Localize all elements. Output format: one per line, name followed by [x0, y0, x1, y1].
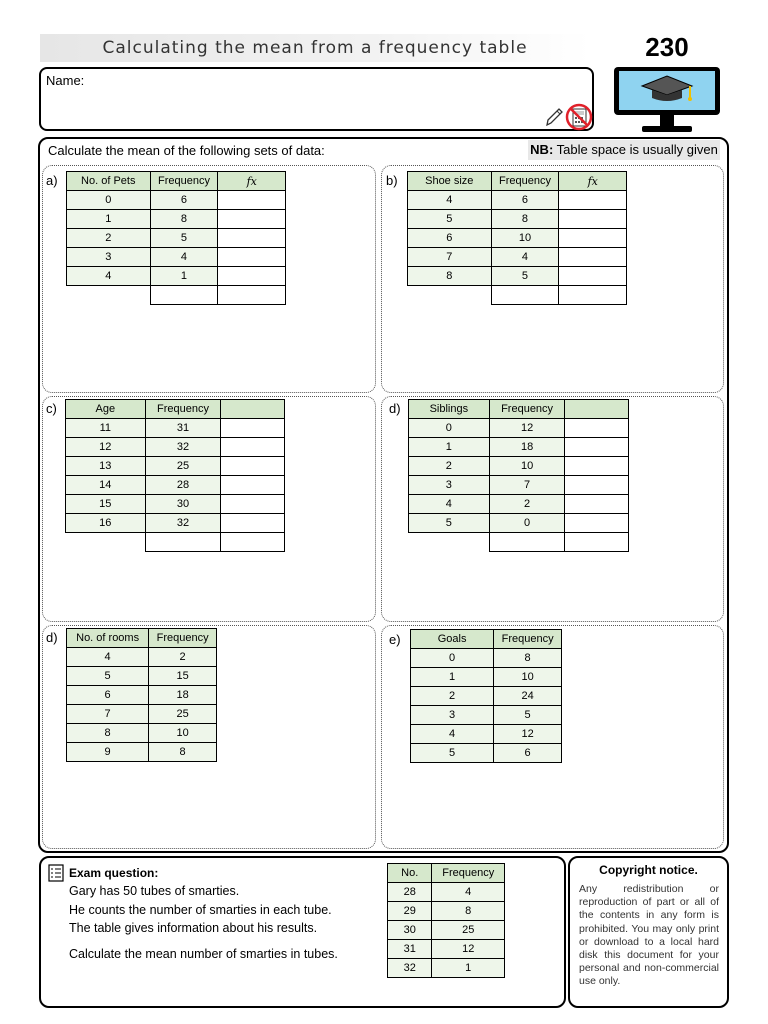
- value-cell: 15: [66, 495, 146, 514]
- answer-cell[interactable]: [221, 514, 285, 533]
- freq-cell: 10: [489, 457, 565, 476]
- header-cell: 𝑓𝑥: [218, 172, 286, 191]
- header-cell[interactable]: [565, 400, 629, 419]
- freq-cell: 1: [150, 267, 218, 286]
- value-cell: 1: [411, 668, 494, 687]
- exam-line: The table gives information about his results.: [69, 921, 318, 935]
- freq-cell: 10: [491, 229, 559, 248]
- header-cell: Frequency: [494, 630, 562, 649]
- answer-cell[interactable]: [565, 457, 629, 476]
- answer-cell[interactable]: [565, 514, 629, 533]
- freq-cell: 25: [149, 705, 217, 724]
- table-a: [66, 171, 286, 305]
- blank-cell: [408, 286, 492, 305]
- value-cell: 29: [388, 902, 432, 921]
- header-cell: Frequency: [150, 172, 218, 191]
- value-cell: 4: [67, 267, 151, 286]
- label-b: b): [386, 173, 398, 188]
- header-cell: No. of Pets: [67, 172, 151, 191]
- label-a: a): [46, 173, 58, 188]
- freq-cell: 32: [145, 438, 221, 457]
- total-freq-cell[interactable]: [145, 533, 221, 552]
- answer-cell[interactable]: [218, 267, 286, 286]
- copyright-title: Copyright notice.: [599, 863, 698, 877]
- value-cell: 32: [388, 959, 432, 978]
- total-freq-cell[interactable]: [150, 286, 218, 305]
- value-cell: 8: [67, 724, 149, 743]
- freq-cell: 10: [494, 668, 562, 687]
- value-cell: 11: [66, 419, 146, 438]
- value-cell: 6: [67, 686, 149, 705]
- total-fx-cell[interactable]: [221, 533, 285, 552]
- freq-cell: 6: [491, 191, 559, 210]
- name-box[interactable]: [39, 67, 594, 131]
- header-cell[interactable]: [221, 400, 285, 419]
- exam-title: Exam question:: [69, 866, 159, 880]
- label-d: d): [389, 401, 401, 416]
- value-cell: 1: [409, 438, 490, 457]
- value-cell: 3: [409, 476, 490, 495]
- header-cell: Shoe size: [408, 172, 492, 191]
- freq-cell: 30: [145, 495, 221, 514]
- header-cell: No.: [388, 864, 432, 883]
- freq-cell: 15: [149, 667, 217, 686]
- table-b: [407, 171, 627, 305]
- value-cell: 0: [67, 191, 151, 210]
- value-cell: 31: [388, 940, 432, 959]
- freq-cell: 6: [150, 191, 218, 210]
- blank-cell: [409, 533, 490, 552]
- header-cell: Frequency: [489, 400, 565, 419]
- answer-cell[interactable]: [221, 476, 285, 495]
- answer-cell[interactable]: [565, 495, 629, 514]
- total-freq-cell[interactable]: [491, 286, 559, 305]
- header-cell: Goals: [411, 630, 494, 649]
- freq-cell: 32: [145, 514, 221, 533]
- no-calculator-icon: [565, 103, 593, 131]
- value-cell: 9: [67, 743, 149, 762]
- answer-cell[interactable]: [218, 210, 286, 229]
- total-freq-cell[interactable]: [489, 533, 565, 552]
- value-cell: 3: [411, 706, 494, 725]
- freq-cell: 2: [489, 495, 565, 514]
- value-cell: 28: [388, 883, 432, 902]
- answer-cell[interactable]: [559, 229, 627, 248]
- sheet-number: 230: [645, 32, 689, 62]
- value-cell: 30: [388, 921, 432, 940]
- answer-cell[interactable]: [565, 476, 629, 495]
- value-cell: 5: [409, 514, 490, 533]
- freq-cell: 4: [491, 248, 559, 267]
- value-cell: 2: [411, 687, 494, 706]
- value-cell: 2: [67, 229, 151, 248]
- copyright-text: Any redistribution or reproduction of part or all of the contents in any form is prohibited. You may only print or download to a local hard disk this document for your personal and non-commercial use only.: [579, 883, 719, 988]
- answer-cell[interactable]: [559, 267, 627, 286]
- freq-cell: 1: [432, 959, 505, 978]
- answer-cell[interactable]: [221, 419, 285, 438]
- nb-text: Table space is usually given: [553, 142, 718, 157]
- value-cell: 0: [409, 419, 490, 438]
- answer-cell[interactable]: [218, 229, 286, 248]
- label-c: c): [46, 401, 57, 416]
- answer-cell[interactable]: [559, 248, 627, 267]
- nb-note: [528, 140, 720, 160]
- value-cell: 6: [408, 229, 492, 248]
- table-d: [408, 399, 629, 552]
- instructions: Calculate the mean of the following sets of data:: [48, 143, 325, 158]
- header-cell: Frequency: [149, 629, 217, 648]
- freq-cell: 8: [491, 210, 559, 229]
- total-fx-cell[interactable]: [559, 286, 627, 305]
- freq-cell: 0: [489, 514, 565, 533]
- freq-cell: 8: [150, 210, 218, 229]
- freq-cell: 2: [149, 648, 217, 667]
- answer-cell[interactable]: [559, 191, 627, 210]
- freq-cell: 6: [494, 744, 562, 763]
- freq-cell: 12: [494, 725, 562, 744]
- value-cell: 2: [409, 457, 490, 476]
- value-cell: 12: [66, 438, 146, 457]
- freq-cell: 4: [432, 883, 505, 902]
- value-cell: 14: [66, 476, 146, 495]
- header-cell: No. of rooms: [67, 629, 149, 648]
- header-cell: Frequency: [145, 400, 221, 419]
- label-e: e): [389, 632, 401, 647]
- answer-cell[interactable]: [218, 248, 286, 267]
- freq-cell: 25: [145, 457, 221, 476]
- value-cell: 5: [67, 667, 149, 686]
- header-cell: 𝑓𝑥: [559, 172, 627, 191]
- nb-label: NB:: [530, 142, 554, 157]
- header-cell: Age: [66, 400, 146, 419]
- graduation-computer-icon: [612, 64, 722, 136]
- freq-cell: 4: [150, 248, 218, 267]
- freq-cell: 25: [432, 921, 505, 940]
- freq-cell: 31: [145, 419, 221, 438]
- freq-cell: 28: [145, 476, 221, 495]
- header-cell: Siblings: [409, 400, 490, 419]
- freq-cell: 18: [149, 686, 217, 705]
- freq-cell: 24: [494, 687, 562, 706]
- freq-cell: 12: [489, 419, 565, 438]
- value-cell: 1: [67, 210, 151, 229]
- exam-line: Gary has 50 tubes of smarties.: [69, 884, 240, 898]
- value-cell: 5: [408, 210, 492, 229]
- freq-cell: 18: [489, 438, 565, 457]
- total-fx-cell[interactable]: [218, 286, 286, 305]
- table-e: [410, 629, 562, 763]
- value-cell: 4: [411, 725, 494, 744]
- exam-line: He counts the number of smarties in each tube.: [69, 903, 332, 917]
- value-cell: 4: [408, 191, 492, 210]
- table-c: [65, 399, 285, 552]
- value-cell: 7: [67, 705, 149, 724]
- checklist-icon: [48, 864, 64, 882]
- freq-cell: 8: [432, 902, 505, 921]
- blank-cell: [67, 286, 151, 305]
- freq-cell: 12: [432, 940, 505, 959]
- value-cell: 4: [409, 495, 490, 514]
- answer-cell[interactable]: [559, 210, 627, 229]
- value-cell: 5: [411, 744, 494, 763]
- answer-cell[interactable]: [221, 438, 285, 457]
- value-cell: 3: [67, 248, 151, 267]
- pencil-icon: [544, 106, 564, 128]
- blank-cell: [66, 533, 146, 552]
- page-title: Calculating the mean from a frequency table: [102, 38, 528, 58]
- freq-cell: 8: [494, 649, 562, 668]
- value-cell: 8: [408, 267, 492, 286]
- answer-cell[interactable]: [221, 495, 285, 514]
- freq-cell: 7: [489, 476, 565, 495]
- freq-cell: 10: [149, 724, 217, 743]
- label-d2: d): [46, 630, 58, 645]
- freq-cell: 5: [150, 229, 218, 248]
- value-cell: 0: [411, 649, 494, 668]
- answer-cell[interactable]: [565, 438, 629, 457]
- table-d2: [66, 628, 217, 762]
- freq-cell: 8: [149, 743, 217, 762]
- freq-cell: 5: [494, 706, 562, 725]
- exam-line: Calculate the mean number of smarties in tubes.: [69, 947, 338, 961]
- value-cell: 13: [66, 457, 146, 476]
- answer-cell[interactable]: [565, 419, 629, 438]
- total-fx-cell[interactable]: [565, 533, 629, 552]
- header-cell: Frequency: [432, 864, 505, 883]
- header-cell: Frequency: [491, 172, 559, 191]
- value-cell: 7: [408, 248, 492, 267]
- answer-cell[interactable]: [218, 191, 286, 210]
- table-exam: [387, 863, 505, 978]
- answer-cell[interactable]: [221, 457, 285, 476]
- freq-cell: 5: [491, 267, 559, 286]
- name-label: Name:: [46, 73, 85, 88]
- value-cell: 4: [67, 648, 149, 667]
- value-cell: 16: [66, 514, 146, 533]
